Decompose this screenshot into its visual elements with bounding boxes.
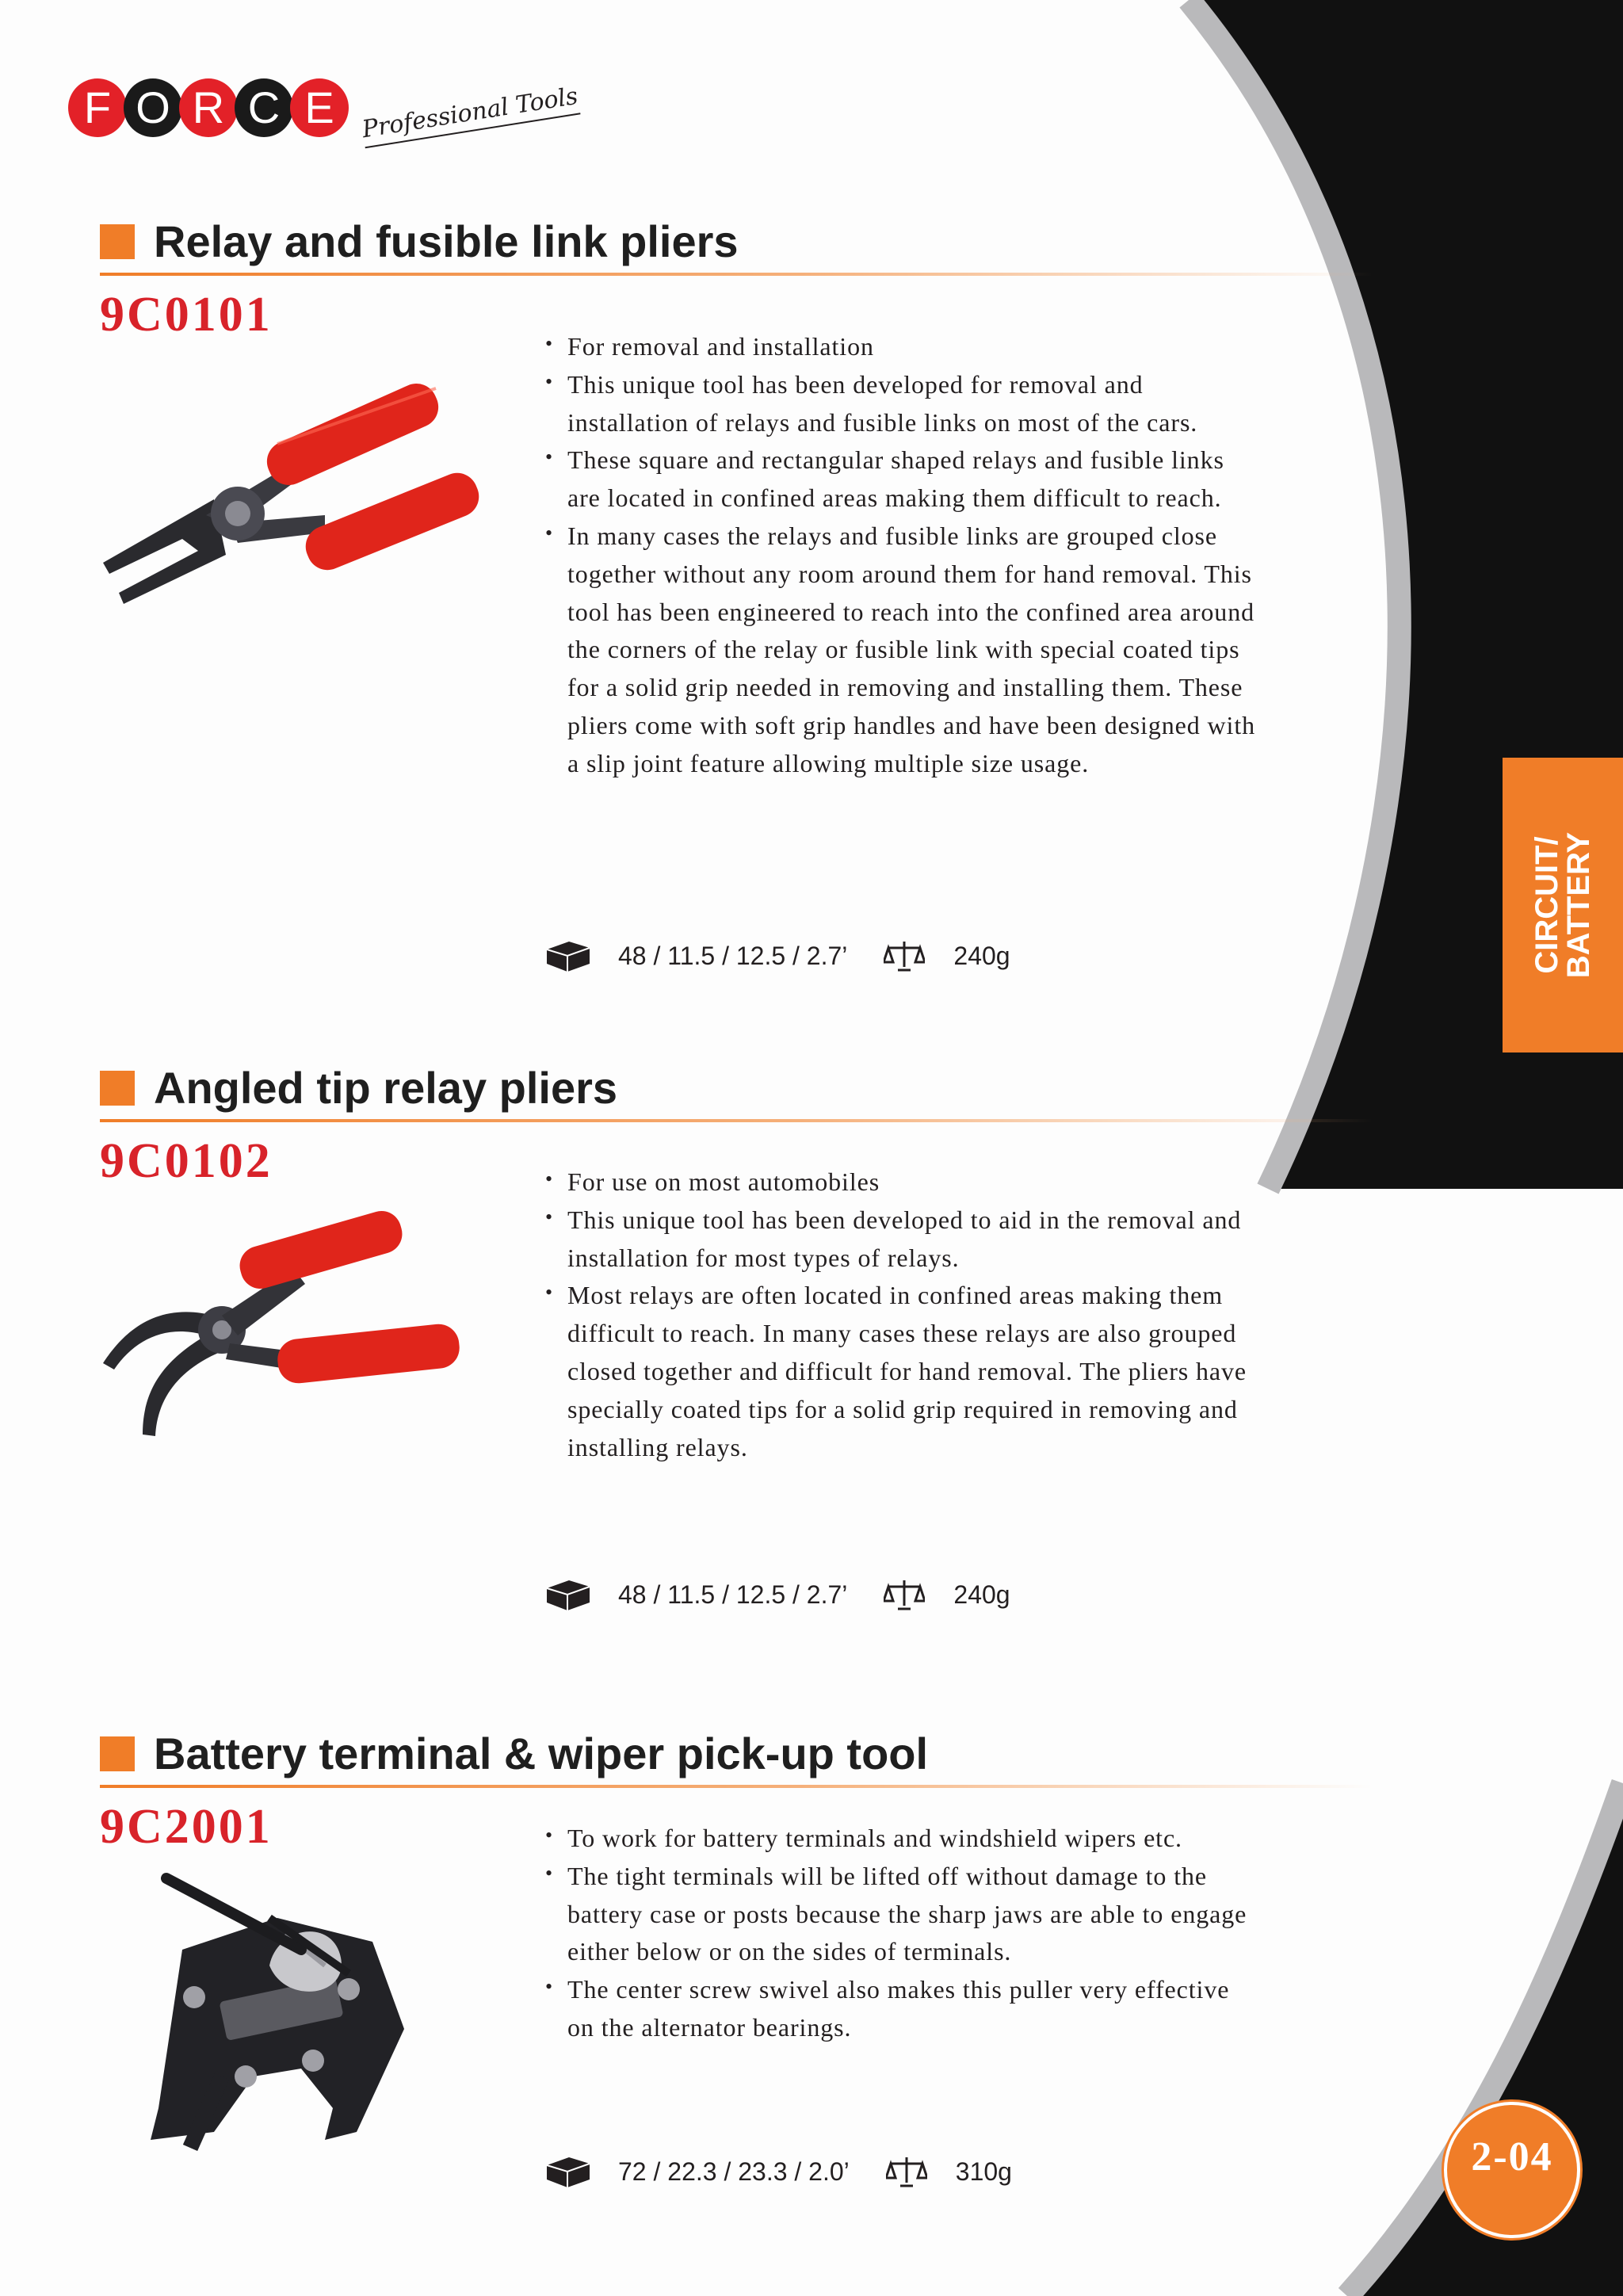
side-tab-line1: CIRCUIT/ [1529, 836, 1564, 974]
logo-circles [68, 78, 346, 137]
product-title: Relay and fusible link pliers [154, 216, 739, 266]
section-rule [100, 1119, 1373, 1122]
section-heading [100, 1062, 617, 1114]
product-description [545, 1820, 1258, 2047]
section-square-icon [100, 1736, 135, 1771]
description-bullet: • To work for battery terminals and windshield wipers etc. [545, 1820, 1258, 1858]
section-square-icon [100, 1071, 135, 1106]
logo-letter-c: C [235, 78, 293, 137]
packing-value: 48 / 11.5 / 12.5 / 2.7’ [618, 1580, 848, 1609]
side-tab-label [1531, 832, 1594, 978]
weight-scale-icon [884, 1579, 925, 1610]
logo-letter-o: O [124, 78, 182, 137]
section-rule [100, 1785, 1373, 1788]
section-heading [100, 1728, 928, 1779]
description-bullet: • The center screw swivel also makes this puller very effective on the alternator bearings. [545, 1971, 1258, 2047]
packing-value: 48 / 11.5 / 12.5 / 2.7’ [618, 941, 848, 970]
description-bullet: • In many cases the relays and fusible links are grouped close together without any room around them for hand removal. This tool has been engineered to reach into the confined area around the corners of the relay or fusible link with special coated tips for a solid grip needed in removing and installing them. These pliers come with soft grip handles and have been designed with a slip joint feature allowing multiple size usage. [545, 518, 1258, 783]
spec-row [545, 940, 1010, 972]
logo-letter-r: R [179, 78, 238, 137]
product-code: 9C2001 [100, 1800, 273, 1854]
product-title: Battery terminal & wiper pick-up tool [154, 1729, 929, 1778]
angled-pliers-image [87, 1205, 483, 1458]
section-rule [100, 273, 1373, 276]
section-heading [100, 216, 739, 267]
description-bullet: • This unique tool has been developed for removal and installation of relays and fusible links on most of the cars. [545, 366, 1258, 442]
packing-box-icon [545, 2156, 591, 2187]
packing-box-icon [545, 1579, 591, 1610]
weight-value: 240g [953, 1580, 1010, 1609]
logo-letter-f: F [68, 78, 127, 137]
product-code: 9C0101 [100, 288, 273, 342]
relay-pliers-image [87, 380, 499, 618]
force-logo [68, 68, 579, 147]
weight-scale-icon [886, 2156, 927, 2187]
terminal-puller-image [143, 1870, 460, 2172]
product-title: Angled tip relay pliers [154, 1063, 618, 1113]
section-square-icon [100, 224, 135, 259]
product-description [545, 328, 1258, 783]
spec-row [545, 2156, 1012, 2187]
logo-letter-e: E [290, 78, 349, 137]
spec-row [545, 1579, 1010, 1610]
product-code: 9C0102 [100, 1134, 273, 1188]
description-bullet: • For removal and installation [545, 328, 1258, 366]
page-number: 2-04 [1444, 2102, 1580, 2238]
packing-box-icon [545, 940, 591, 972]
packing-value: 72 / 22.3 / 23.3 / 2.0’ [618, 2157, 850, 2186]
description-bullet: • Most relays are often located in confined areas making them difficult to reach. In many cases these relays are also grouped closed together and difficult for hand removal. The pliers have specially coated tips for a solid grip required in removing and installing relays. [545, 1277, 1258, 1466]
weight-scale-icon [884, 940, 925, 972]
description-bullet: • These square and rectangular shaped relays and fusible links are located in confined areas making them difficult to reach. [545, 441, 1258, 518]
description-bullet: • The tight terminals will be lifted off without damage to the battery case or posts because the sharp jaws are able to engage either below or on the sides of terminals. [545, 1858, 1258, 1971]
description-bullet: • This unique tool has been developed to aid in the removal and installation for most types of relays. [545, 1201, 1258, 1278]
weight-value: 310g [955, 2157, 1012, 2186]
logo-tagline: Professional Tools [360, 82, 580, 148]
product-description [545, 1163, 1258, 1466]
side-tab-line2: BATTERY [1561, 831, 1596, 979]
weight-value: 240g [953, 941, 1010, 970]
category-side-tab[interactable] [1503, 758, 1623, 1052]
description-bullet: • For use on most automobiles [545, 1163, 1258, 1201]
